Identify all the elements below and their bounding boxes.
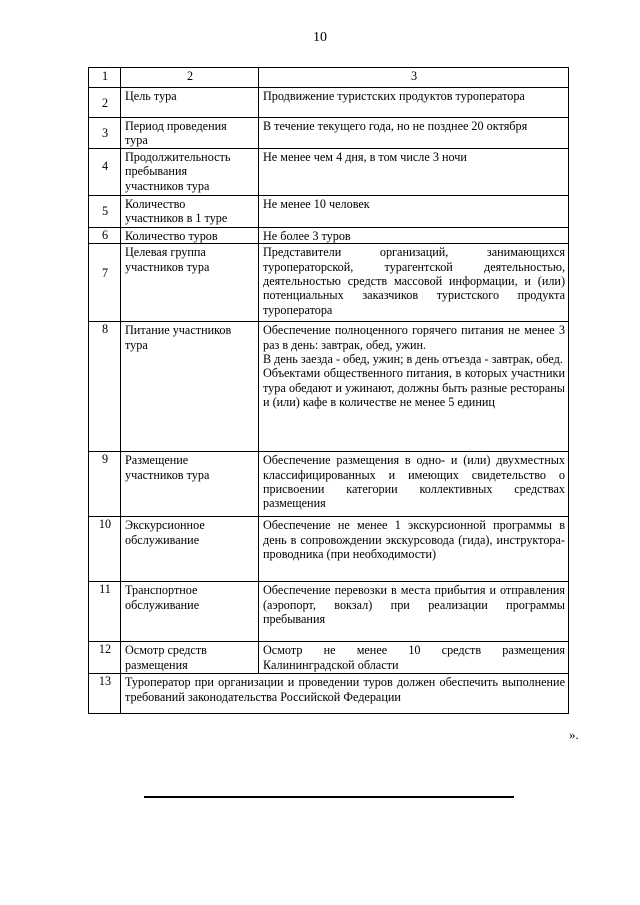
content-paragraph: В день заезда - обед, ужин; в день отъезда - завтрак, обед. bbox=[263, 352, 563, 367]
row-content bbox=[259, 582, 569, 642]
label-line: тура bbox=[125, 337, 148, 352]
row-number: 6 bbox=[89, 227, 121, 243]
bottom-rule bbox=[144, 796, 514, 798]
row-number: 12 bbox=[89, 642, 121, 674]
content-paragraph: Обеспечение перевозки в места прибытия и отправления (аэропорт, вокзал) при реализации программы пребывания bbox=[263, 583, 565, 627]
row-content bbox=[259, 517, 569, 582]
header-col-1: 1 bbox=[89, 68, 121, 88]
row-label bbox=[121, 195, 259, 227]
row-merged-text: Туроператор при организации и проведении туров должен обеспечить выполнение требований законодательства Российской Федерации bbox=[121, 674, 569, 714]
content-paragraph: В течение текущего года, но не позднее 20 октября bbox=[263, 119, 528, 133]
row-number: 11 bbox=[89, 582, 121, 642]
row-number: 9 bbox=[89, 452, 121, 517]
label-line: размещения bbox=[125, 657, 188, 672]
row-content bbox=[259, 227, 569, 243]
row-number: 2 bbox=[89, 88, 121, 118]
row-number: 3 bbox=[89, 118, 121, 149]
row-content bbox=[259, 118, 569, 149]
row-number: 7 bbox=[89, 244, 121, 322]
row-label bbox=[121, 452, 259, 517]
row-content bbox=[259, 642, 569, 674]
row-content bbox=[259, 322, 569, 452]
label-line: обслуживание bbox=[125, 532, 200, 547]
row-label bbox=[121, 582, 259, 642]
table-row bbox=[89, 674, 569, 714]
label-line: Период проведения bbox=[125, 119, 227, 133]
row-label bbox=[121, 227, 259, 243]
table-row bbox=[89, 148, 569, 195]
label-line: Количество туров bbox=[125, 228, 218, 243]
row-label bbox=[121, 517, 259, 582]
row-label bbox=[121, 88, 259, 118]
label-line: Размещение bbox=[125, 453, 189, 468]
label-line: Количество bbox=[125, 196, 186, 211]
row-label bbox=[121, 148, 259, 195]
label-line: пребывания bbox=[125, 164, 188, 179]
label-line: участников в 1 туре bbox=[125, 211, 228, 226]
header-col-3: 3 bbox=[259, 68, 569, 88]
content-paragraph: Обеспечение полноценного горячего питания не менее 3 раз в день: завтрак, обед, ужин. bbox=[263, 323, 565, 352]
label-line: Целевая группа bbox=[125, 245, 206, 260]
row-content bbox=[259, 195, 569, 227]
row-label bbox=[121, 244, 259, 322]
header-col-2: 2 bbox=[121, 68, 259, 88]
closing-quote-mark: ». bbox=[569, 727, 579, 742]
table-row bbox=[89, 517, 569, 582]
row-number: 5 bbox=[89, 195, 121, 227]
label-line: Продолжительность bbox=[125, 149, 231, 164]
table-row bbox=[89, 582, 569, 642]
content-paragraph: Не менее чем 4 дня, в том числе 3 ночи bbox=[263, 149, 467, 164]
table-row bbox=[89, 244, 569, 322]
row-label bbox=[121, 322, 259, 452]
tour-requirements-table bbox=[88, 67, 569, 714]
label-line: участников тура bbox=[125, 259, 210, 274]
row-number: 8 bbox=[89, 322, 121, 452]
label-line: Осмотр средств bbox=[125, 643, 207, 658]
table-row bbox=[89, 322, 569, 452]
label-line: тура bbox=[125, 133, 148, 148]
content-paragraph: Осмотр не менее 10 средств размещения Калининградской области bbox=[263, 643, 565, 672]
table-row bbox=[89, 195, 569, 227]
label-line: Цель тура bbox=[125, 89, 177, 103]
content-paragraph: Продвижение туристских продуктов туроператора bbox=[263, 89, 525, 103]
table-row bbox=[89, 88, 569, 118]
row-label bbox=[121, 642, 259, 674]
table-row bbox=[89, 118, 569, 149]
table-row bbox=[89, 642, 569, 674]
row-content bbox=[259, 452, 569, 517]
label-line: Питание участников bbox=[125, 323, 232, 338]
page-number: 10 bbox=[313, 30, 327, 45]
table-header-row bbox=[89, 68, 569, 88]
row-number: 13 bbox=[89, 674, 121, 714]
label-line: участников тура bbox=[125, 467, 210, 482]
content-paragraph: Не более 3 туров bbox=[263, 228, 351, 243]
row-content bbox=[259, 148, 569, 195]
table-row bbox=[89, 227, 569, 243]
row-number: 4 bbox=[89, 148, 121, 195]
label-line: Транспортное bbox=[125, 583, 198, 598]
row-content bbox=[259, 88, 569, 118]
row-label bbox=[121, 118, 259, 149]
row-content bbox=[259, 244, 569, 322]
content-paragraph: Представители организаций, занимающихся туроператорской, турагентской деятельностью, деятельностью средств массовой информации, и (или) потенциальных заказчиков туристского продукта туроператора bbox=[263, 245, 565, 317]
content-paragraph: Обеспечение размещения в одно- и (или) двухместных классифицированных и имеющих свидетельство о присвоении категории коллективных средствах размещения bbox=[263, 453, 565, 511]
label-line: участников тура bbox=[125, 178, 210, 193]
row-number: 10 bbox=[89, 517, 121, 582]
label-line: Экскурсионное bbox=[125, 518, 205, 533]
content-paragraph: Обеспечение не менее 1 экскурсионной программы в день в сопровождении экскурсовода (гида), инструктора-проводника (при необходимости) bbox=[263, 518, 565, 562]
label-line: обслуживание bbox=[125, 597, 200, 612]
content-paragraph: Не менее 10 человек bbox=[263, 196, 370, 211]
content-paragraph: Объектами общественного питания, в которых участники тура обедают и ужинают, должны быть разные рестораны и (или) кафе в количестве не менее 5 единиц bbox=[263, 366, 565, 410]
table-row bbox=[89, 452, 569, 517]
